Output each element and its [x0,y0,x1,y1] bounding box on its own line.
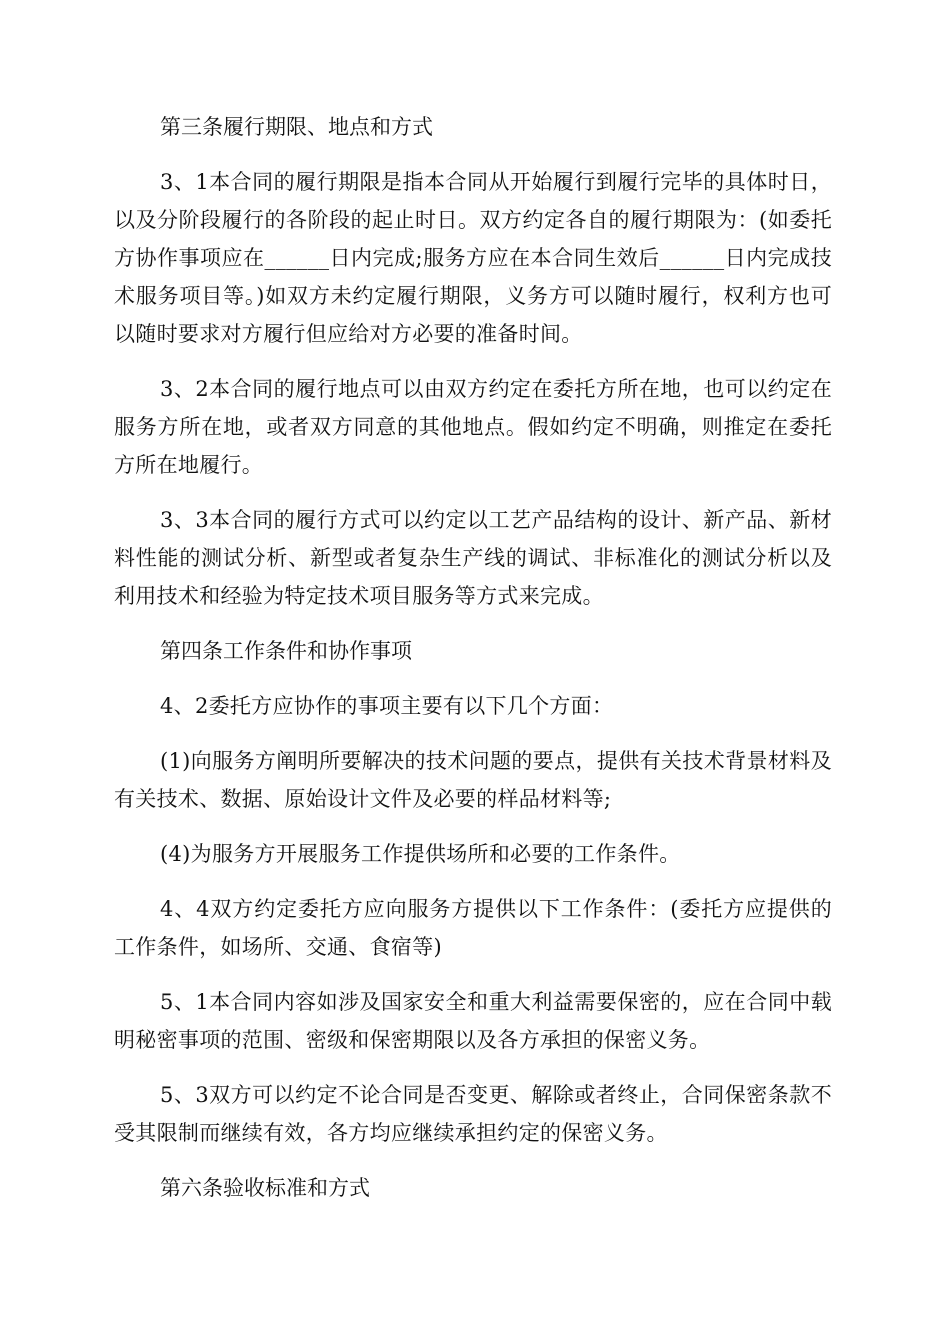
paragraph-3-2: 3、2本合同的履行地点可以由双方约定在委托方所在地，也可以约定在服务方所在地，或者双方同意的其他地点。假如约定不明确，则推定在委托方所在地履行。 [114,377,832,477]
paragraph-item-4: (4)为服务方开展服务工作提供场所和必要的工作条件。 [160,842,681,866]
paragraph-item-1: (1)向服务方阐明所要解决的技术问题的要点，提供有关技术背景材料及有关技术、数据、原始设计文件及必要的样品材料等; [114,749,832,811]
paragraph-5-3: 5、3双方可以约定不论合同是否变更、解除或者终止，合同保密条款不受其限制而继续有效，各方均应继续承担约定的保密义务。 [114,1083,832,1145]
paragraph-4-2: 4、2委托方应协作的事项主要有以下几个方面： [160,694,614,718]
paragraph-3-3: 3、3本合同的履行方式可以约定以工艺产品结构的设计、新产品、新材料性能的测试分析、新型或者复杂生产线的调试、非标准化的测试分析以及利用技术和经验为特定技术项目服务等方式来完成。 [114,508,832,608]
paragraph-4-4: 4、4双方约定委托方应向服务方提供以下工作条件：(委托方应提供的工作条件，如场所、交通、食宿等) [114,897,832,959]
paragraph-5-1: 5、1本合同内容如涉及国家安全和重大利益需要保密的，应在合同中载明秘密事项的范围、密级和保密期限以及各方承担的保密义务。 [114,990,832,1052]
heading-article-3: 第三条履行期限、地点和方式 [160,115,433,139]
paragraph-3-1: 3、1本合同的履行期限是指本合同从开始履行到履行完毕的具体时日，以及分阶段履行的各阶段的起止时日。双方约定各自的履行期限为：(如委托方协作事项应在______日内完成;服务方应在本合同生效后______日内完成技术服务项目等。)如双方未约定履行期限，义务方可以随时履行，权利方也可以随时要求对方履行但应给对方必要的准备时间。 [114,170,832,346]
heading-article-4: 第四条工作条件和协作事项 [160,639,412,663]
heading-article-6: 第六条验收标准和方式 [160,1176,370,1200]
